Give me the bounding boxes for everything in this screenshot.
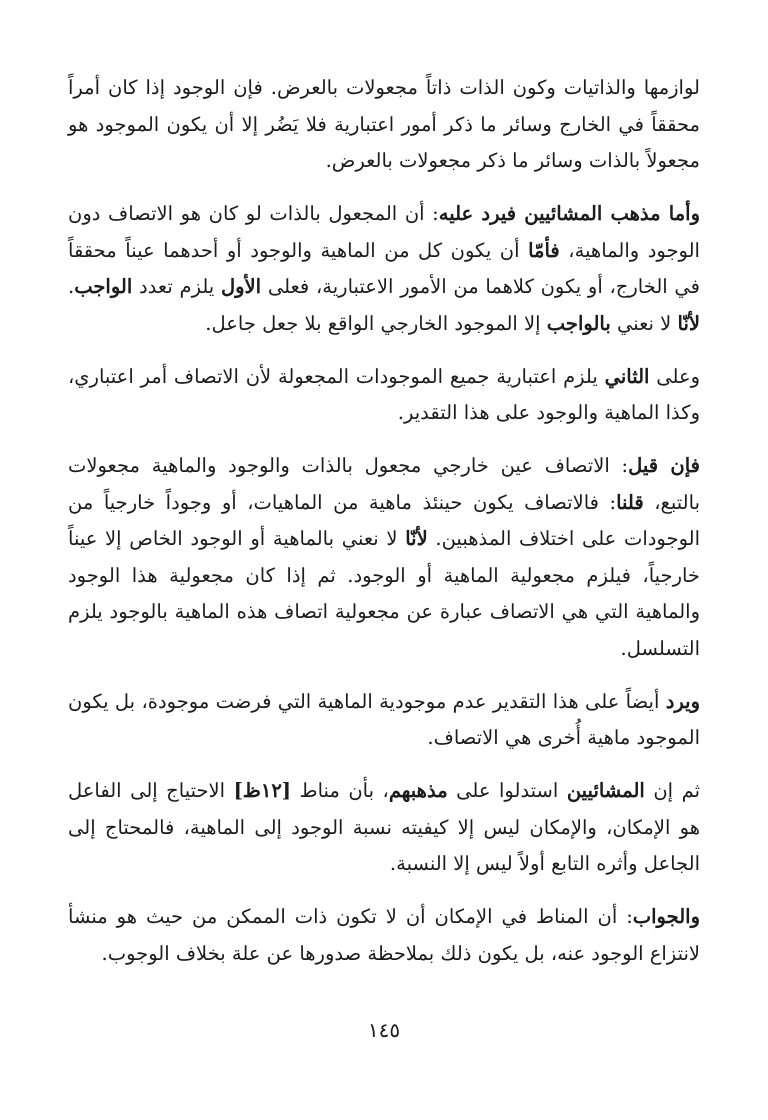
text-run: لا نعني بالماهية أو الوجود الخاص إلا عيناً خارجياً، فيلزم مجعولية الماهية أو الوجود. ثم إذا كان مجعولية هذا الوجود والماهية التي هي الاتصاف عبارة عن مجعولية اتصاف هذه الماهية بالوجود يلزم التسلسل. [68, 527, 700, 660]
text-run: استدلوا على [447, 779, 567, 802]
text-run: : فالاتصاف يكون حينئذ ماهية من الماهيات، أو وجوداً خارجياً من الوجودات على اختلاف المذهبين. [68, 490, 700, 550]
text-run: لوازمها والذاتيات وكون الذات ذاتاً مجعولات بالعرض. فإن الوجود إذا كان أمراً محققاً في الخارج وسائر ما ذكر أمور اعتبارية فلا يَضُر إلا أن يكون الموجود هو مجعولاً بالذات وسائر ما ذكر مجعولات بالعرض. [68, 76, 700, 172]
paragraph [68, 359, 700, 432]
bold-term: الواجب [74, 275, 133, 298]
bold-term: لأنّا [405, 527, 428, 550]
text-run: وعلى [649, 364, 700, 388]
page-body [68, 70, 700, 972]
bold-term: المشائيين [566, 779, 645, 802]
page-number: ١٤٥ [367, 1018, 401, 1042]
bold-term: الأول [220, 275, 262, 298]
bold-term: مذهبهم [388, 779, 448, 802]
text-run: : أن المناط في الإمكان أن لا تكون ذات الممكن من حيث هو منشأ لانتزاع الوجود عنه، بل يكون ذلك بملاحظة صدورها عن علة بخلاف الوجوب. [68, 905, 700, 965]
paragraph [68, 448, 700, 667]
text-run: : أن المجعول بالذات لو كان هو الاتصاف دون الوجود والماهية، [68, 202, 700, 262]
paragraph [68, 70, 700, 180]
bold-term: [١٢ظ] [233, 779, 292, 802]
text-run: أن يكون كل من الماهية والوجود أو أحدهما عيناً محققاً في الخارج، أو يكون كلاهما من الأمور الاعتبارية، فعلى [68, 238, 700, 298]
bold-term: فإن قيل [628, 454, 700, 477]
text-run: يلزم اعتبارية جميع الموجودات المجعولة لأن الاتصاف أمر اعتباري، وكذا الماهية والوجود على هذا التقدير. [68, 364, 700, 424]
text-run: : الاتصاف عين خارجي مجعول بالذات والوجود والماهية مجعولات بالتبع، [68, 454, 700, 514]
text-run: . [68, 275, 75, 298]
text-run: يلزم تعدد [132, 275, 221, 298]
text-run: لا نعني [610, 311, 678, 335]
text-run: أيضاً على هذا التقدير عدم موجودية الماهية التي فرضت موجودة، بل يكون الموجود ماهية أُخرى هي الاتصاف. [68, 689, 700, 749]
paragraph [68, 899, 700, 972]
text-run: إلا الموجود الخارجي الواقع بلا جعل جاعل. [205, 311, 547, 335]
bold-term: ويرد [665, 689, 700, 713]
bold-term: والجواب [632, 905, 700, 928]
paragraph [68, 684, 700, 757]
text-run: الاحتياج إلى الفاعل هو الإمكان، والإمكان ليس إلا كيفيته نسبة الوجود إلى الماهية، فالمحتاج إلى الجاعل وأثره التابع أولاً ليس إلا النسبة. [68, 779, 700, 875]
bold-term: فأمّا [528, 238, 560, 262]
text-run: ، بأن مناط [291, 779, 389, 802]
bold-term: بالواجب [546, 311, 611, 335]
bold-term: الثاني [604, 364, 650, 388]
bold-term: لأنّا [677, 311, 700, 335]
bold-term: وأما مذهب المشائيين فيرد عليه [438, 202, 700, 225]
bold-term: قلنا [616, 490, 644, 514]
text-run: ثم إن [644, 779, 700, 802]
paragraph [68, 196, 700, 342]
paragraph [68, 773, 700, 883]
